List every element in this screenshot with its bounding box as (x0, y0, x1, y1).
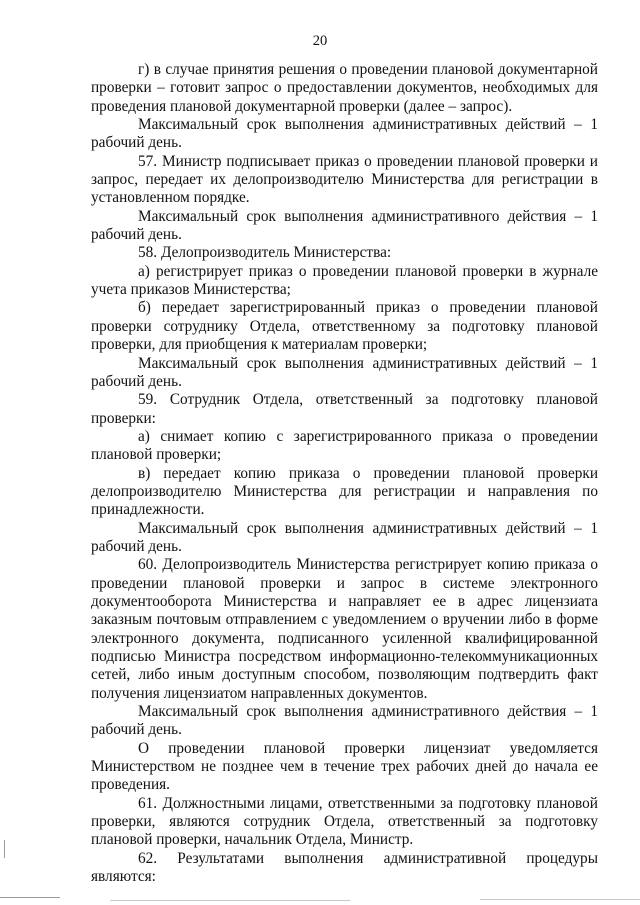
paragraph: Максимальный срок выполнения административных действий – 1 рабочий день. (91, 519, 598, 555)
scan-edge-line (0, 897, 60, 898)
paragraph: 58. Делопроизводитель Министерства: (138, 244, 392, 262)
paragraph: Максимальный срок выполнения административных действий – 1 рабочий день. (91, 116, 598, 152)
page-number: 20 (312, 33, 328, 49)
scan-edge-tick (4, 840, 5, 858)
paragraph: 62. Результатами выполнения административной процедуры являются: (91, 849, 598, 886)
paragraph: г) в случае принятия решения о проведении плановой документарной проверки – готовит запрос о предоставлении документов, необходимых для проведения плановой документарной проверки (далее – запрос). (91, 61, 598, 115)
paragraph: Максимальный срок выполнения административного действия – 1 рабочий день. (91, 207, 598, 244)
paragraph: 60. Делопроизводитель Министерства регистрирует копию приказа о проведении плановой проверки и запрос в системе электронного документооборота Министерства и направляет ее в адрес лицензиата заказным почтовым отправлением с уведомлением о вручении либо в форме электронного документа, подписанного усиленной квалифицированной подписью Министра посредством информационно-телекоммуникационных сетей, либо иным доступным способом, позволяющим подтвердить факт получения лицензиатом направленных документов. (91, 556, 598, 702)
paragraph: а) регистрирует приказ о проведении плановой проверки в журнале учета приказов Министерства; (91, 262, 598, 299)
scan-edge-line (480, 899, 640, 900)
paragraph: 59. Сотрудник Отдела, ответственный за подготовку плановой проверки: (91, 391, 598, 427)
paragraph: а) снимает копию с зарегистрированного приказа о проведении плановой проверки; (91, 427, 598, 464)
paragraph: 57. Министр подписывает приказ о проведении плановой проверки и запрос, передает их делопроизводителю Министерства для регистрации в установленном порядке. (91, 152, 598, 207)
paragraph: в) передает копию приказа о проведении плановой проверки делопроизводителю Министерства для регистрации и направления по принадлежности. (91, 464, 598, 519)
paragraph: Максимальный срок выполнения административных действий – 1 рабочий день. (91, 354, 598, 390)
paragraph: 61. Должностными лицами, ответственными за подготовку плановой проверки, являются сотрудник Отдела, ответственный за подготовку плановой проверки, начальник Отдела, Министр. (91, 794, 598, 849)
paragraph: б) передает зарегистрированный приказ о проведении плановой проверки сотруднику Отдела, ответственному за подготовку плановой проверки, для приобщения к материалам проверки; (91, 299, 598, 354)
scan-edge-line (110, 900, 350, 901)
document-body (91, 61, 598, 886)
paragraph: Максимальный срок выполнения административного действия – 1 рабочий день. (91, 703, 598, 739)
paragraph: О проведении плановой проверки лицензиат уведомляется Министерством не позднее чем в течение трех рабочих дней до начала ее проведения. (91, 739, 598, 794)
